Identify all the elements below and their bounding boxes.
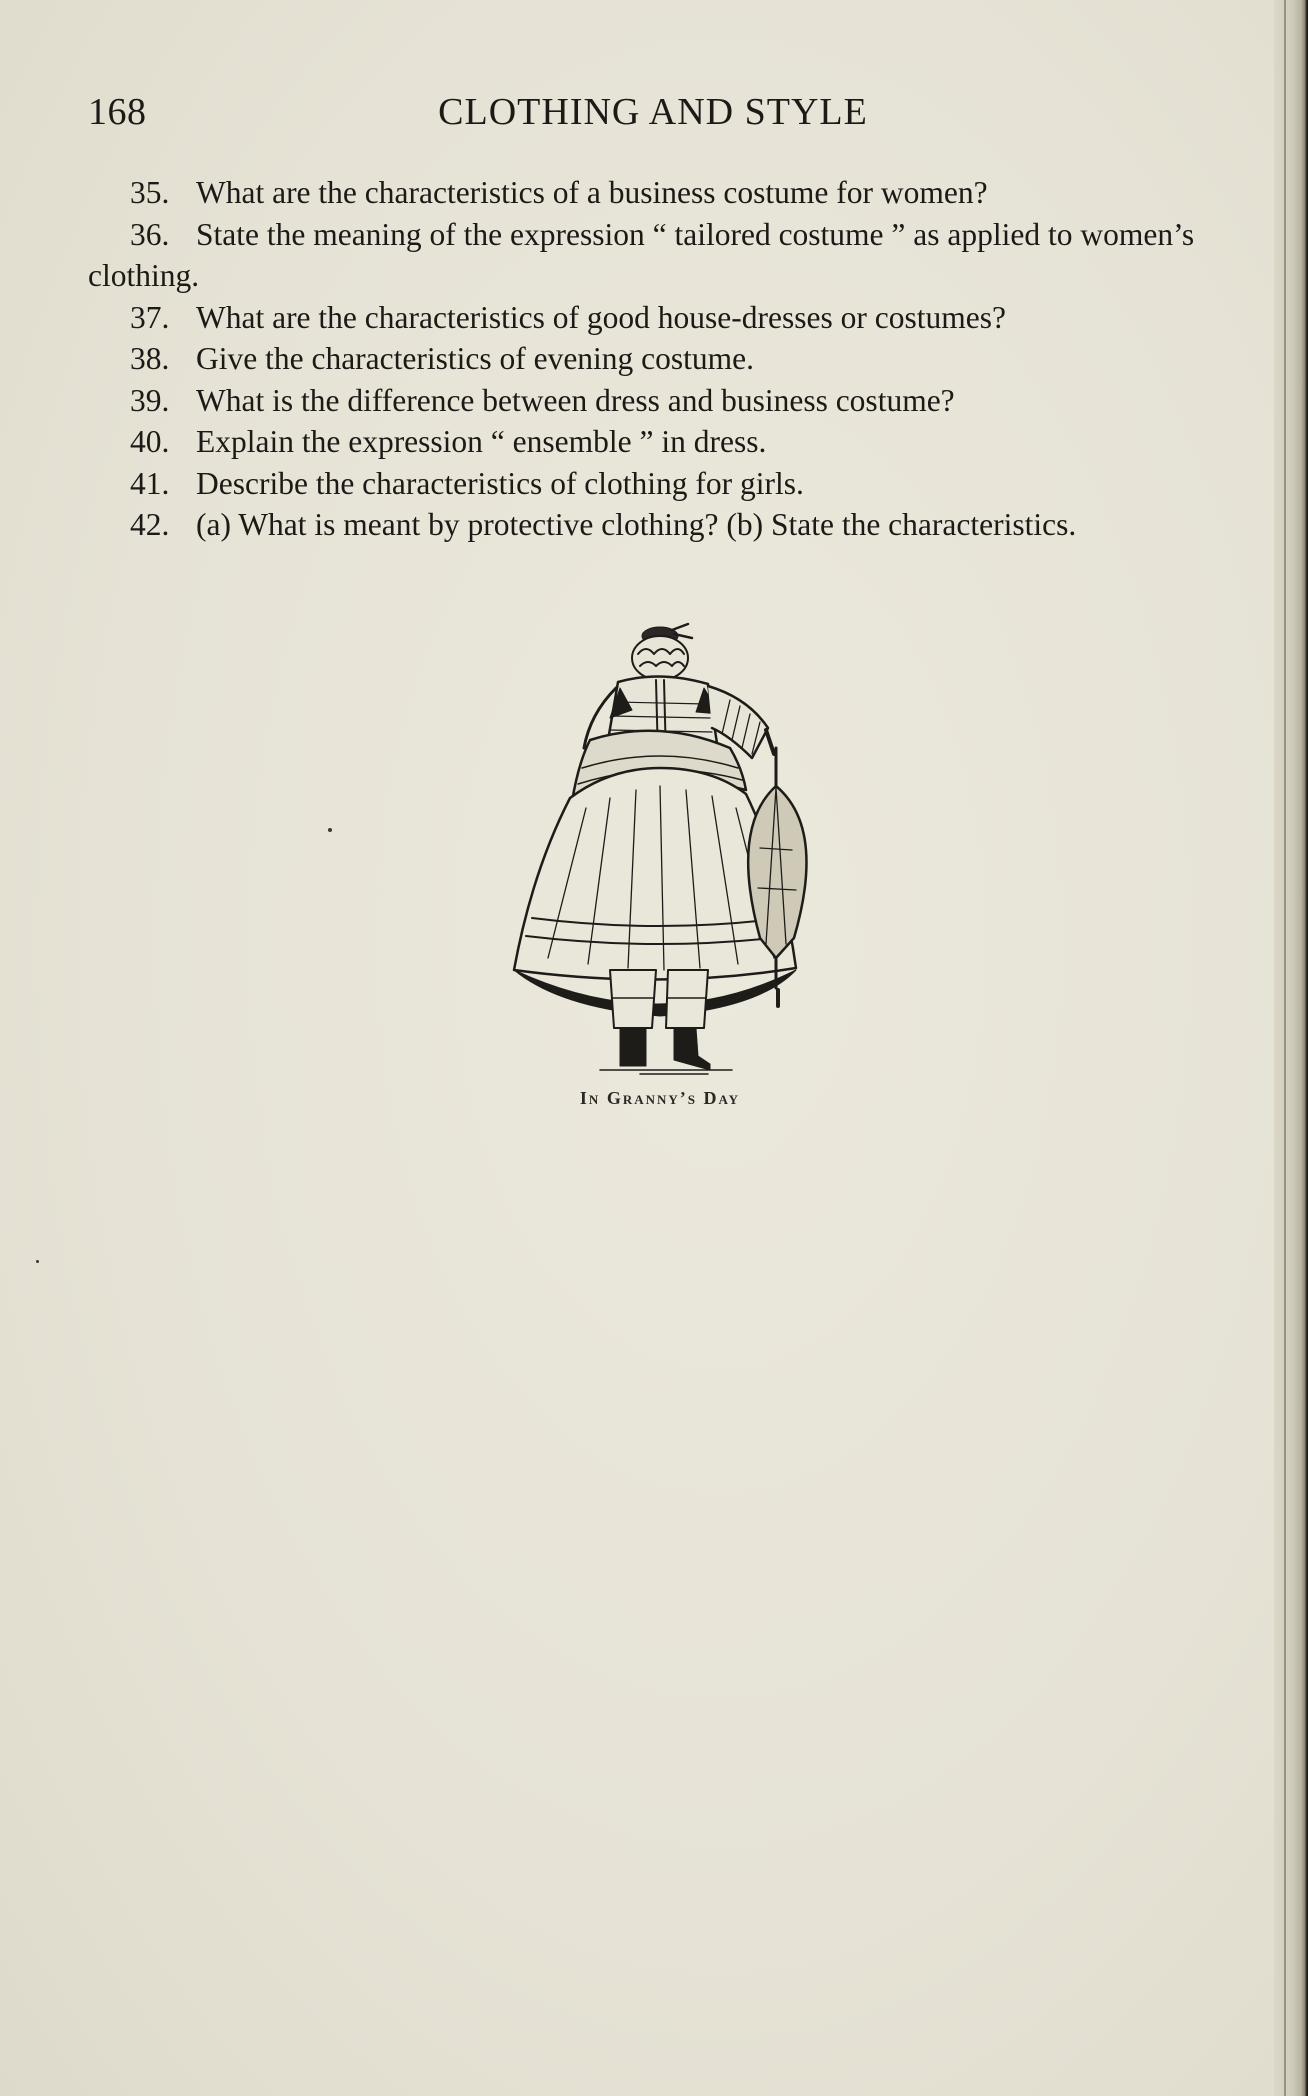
question-number: 41. bbox=[130, 465, 170, 501]
page-header bbox=[88, 90, 1218, 140]
question-text: Describe the characteristics of clothing for girls. bbox=[196, 465, 804, 501]
figure-caption: In Granny’s Day bbox=[579, 1088, 741, 1108]
question-number: 40. bbox=[130, 424, 170, 459]
running-head: CLOTHING AND STYLE bbox=[438, 91, 868, 133]
question-text: What are the characteristics of good house-dresses or costumes? bbox=[196, 299, 1006, 335]
page-speck bbox=[328, 828, 332, 832]
question-number: 42. bbox=[130, 507, 170, 542]
question-item bbox=[88, 297, 1222, 339]
question-item bbox=[88, 338, 1222, 380]
question-text: State the meaning of the expression “ tailored costume ” as applied to women’s clothing. bbox=[88, 216, 1195, 293]
question-number: 39. bbox=[130, 382, 170, 418]
question-number: 36. bbox=[130, 216, 170, 252]
question-number: 35. bbox=[130, 175, 170, 210]
question-text: Give the characteristics of evening costume. bbox=[196, 341, 755, 376]
question-list bbox=[88, 172, 1222, 546]
page-speck bbox=[36, 1260, 39, 1263]
question-text: What are the characteristics of a business costume for women? bbox=[196, 175, 988, 210]
figure bbox=[460, 618, 860, 1118]
question-text: What is the difference between dress and business costume? bbox=[196, 382, 955, 418]
question-item bbox=[88, 463, 1222, 505]
question-text: (a) What is meant by protective clothing? (b) State the characteristics. bbox=[196, 507, 1077, 542]
question-item bbox=[88, 214, 1222, 297]
page-edge-shadow bbox=[1274, 0, 1308, 2096]
question-number: 38. bbox=[130, 341, 170, 376]
question-text: Explain the expression “ ensemble ” in dress. bbox=[196, 424, 767, 459]
question-item bbox=[88, 172, 1222, 214]
page-edge-line bbox=[1284, 0, 1286, 2096]
woman-in-crinoline-with-parasol-illustration bbox=[460, 618, 860, 1078]
question-item bbox=[88, 421, 1222, 463]
question-item bbox=[88, 504, 1222, 546]
question-item bbox=[88, 380, 1222, 422]
question-number: 37. bbox=[130, 299, 170, 335]
page-number: 168 bbox=[88, 91, 147, 133]
